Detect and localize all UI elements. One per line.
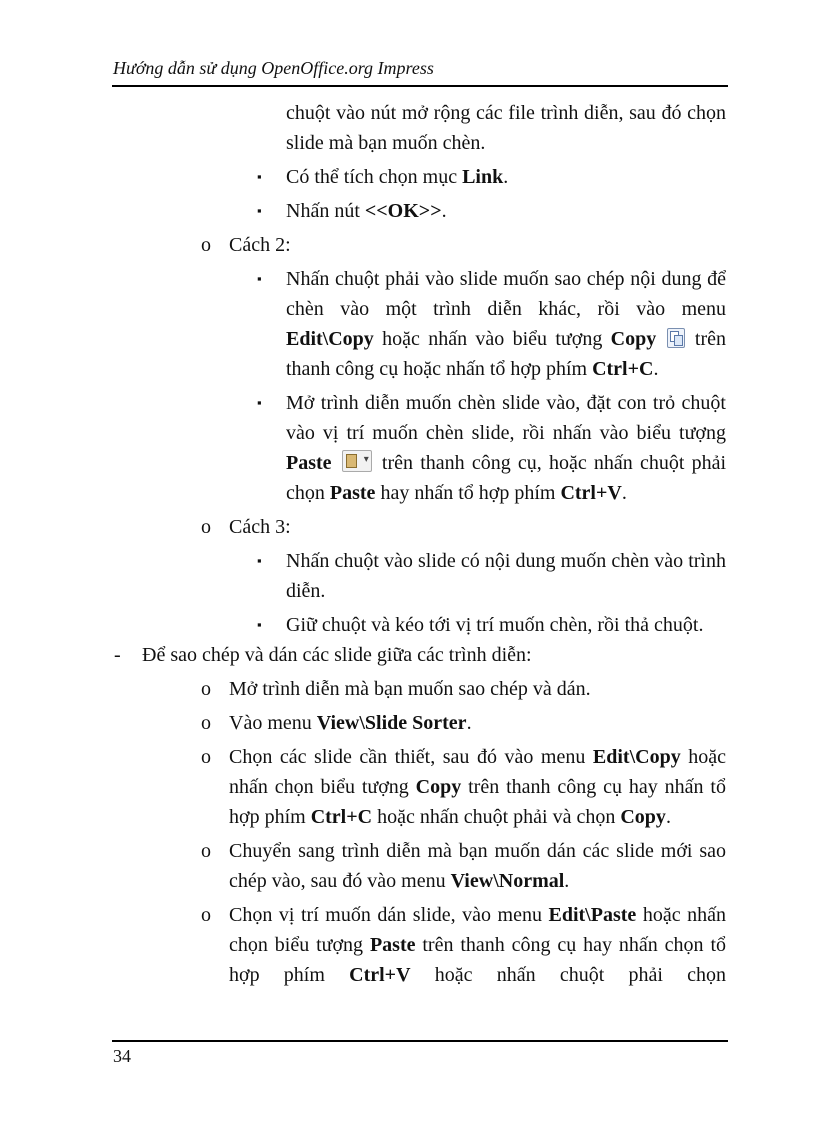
- list-item: o Chọn các slide cần thiết, sau đó vào menu Edit\Copy hoặc nhấn chọn biểu tượng Copy trên thanh công cụ hay nhấn tổ hợp phím Ctrl+C hoặc nhấn chuột phải và chọn Copy.: [229, 742, 726, 832]
- list-item: ▪ Giữ chuột và kéo tới vị trí muốn chèn, rồi thả chuột.: [286, 610, 726, 640]
- bold-term: Edit\Paste: [548, 904, 637, 926]
- list-item: o Vào menu View\Slide Sorter.: [229, 708, 726, 738]
- dash-bullet: -: [114, 644, 121, 666]
- bold-term: Ctrl+C: [592, 358, 654, 380]
- list-item: ▪ Mở trình diễn muốn chèn slide vào, đặt con trỏ chuột vào vị trí muốn chèn slide, rồi nhấn vào biểu tượng Paste ▾ trên thanh công cụ, hoặc nhấn chuột phải chọn Paste hay nhấn tổ hợp phím Ctrl+V.: [286, 388, 726, 508]
- circle-bullet: o: [201, 712, 211, 734]
- running-header: Hướng dẫn sử dụng OpenOffice.org Impress: [113, 58, 434, 78]
- list-item: [286, 98, 726, 158]
- circle-bullet: o: [201, 840, 211, 862]
- list-item: o Chuyển sang trình diễn mà bạn muốn dán các slide mới sao chép vào, sau đó vào menu View\Normal.: [229, 836, 726, 896]
- circle-bullet: o: [201, 678, 211, 700]
- bold-term: Link: [462, 166, 504, 188]
- bold-term: Edit\Copy: [592, 746, 681, 768]
- bold-term: Copy: [620, 806, 666, 828]
- square-bullet: ▪: [257, 553, 262, 568]
- circle-bullet: o: [201, 746, 211, 768]
- bold-term: View\Normal: [450, 870, 565, 892]
- circle-bullet: o: [201, 904, 211, 926]
- circle-bullet: o: [201, 516, 211, 538]
- paste-icon: [342, 450, 372, 472]
- square-bullet: ▪: [257, 395, 262, 410]
- list-item: ▪ Có thể tích chọn mục Link.: [286, 162, 726, 192]
- circle-bullet: o: [201, 234, 211, 256]
- list-item: ▪ Nhấn nút <<OK>>.: [286, 196, 726, 226]
- page-number: 34: [113, 1046, 131, 1066]
- square-bullet: ▪: [257, 169, 262, 184]
- bold-term: Paste: [329, 482, 376, 504]
- square-bullet: ▪: [257, 203, 262, 218]
- list-item: - Để sao chép và dán các slide giữa các trình diễn:: [142, 640, 726, 670]
- bold-term: Ctrl+V: [349, 964, 411, 986]
- square-bullet: ▪: [257, 271, 262, 286]
- subheading: Cách 2:: [229, 234, 291, 256]
- bold-term: Copy: [415, 776, 462, 798]
- bold-term: Copy: [610, 328, 657, 350]
- bold-term: <<OK>>: [364, 200, 442, 222]
- list-item: [201, 512, 726, 542]
- bold-term: Edit\Copy: [286, 328, 374, 350]
- bold-term: Ctrl+V: [560, 482, 622, 504]
- footer-rule: [112, 1040, 728, 1042]
- list-item: ▪ Nhấn chuột vào slide có nội dung muốn chèn vào trình diễn.: [286, 546, 726, 606]
- list-item: [201, 230, 726, 260]
- header-rule: [112, 85, 728, 87]
- square-bullet: ▪: [257, 617, 262, 632]
- bold-term: Paste: [286, 452, 332, 474]
- list-item: o Chọn vị trí muốn dán slide, vào menu Edit\Paste hoặc nhấn chọn biểu tượng Paste trên thanh công cụ hay nhấn chọn tổ hợp phím Ctrl+V hoặc nhấn chuột phải chọn: [229, 900, 726, 990]
- bold-term: View\Slide Sorter: [316, 712, 467, 734]
- list-item: o Mở trình diễn mà bạn muốn sao chép và dán.: [229, 674, 726, 704]
- subheading: Cách 3:: [229, 516, 291, 538]
- page-body: [0, 98, 816, 990]
- paragraph-text: chuột vào nút mở rộng các file trình diễn, sau đó chọn slide mà bạn muốn chèn.: [286, 102, 726, 154]
- bold-term: Ctrl+C: [310, 806, 373, 828]
- bold-term: Paste: [369, 934, 416, 956]
- list-item: ▪ Nhấn chuột phải vào slide muốn sao chép nội dung để chèn vào một trình diễn khác, rồi vào menu Edit\Copy hoặc nhấn vào biểu tượng Copy trên thanh công cụ hoặc nhấn tổ hợp phím Ctrl+C.: [286, 264, 726, 384]
- copy-icon: [667, 328, 685, 348]
